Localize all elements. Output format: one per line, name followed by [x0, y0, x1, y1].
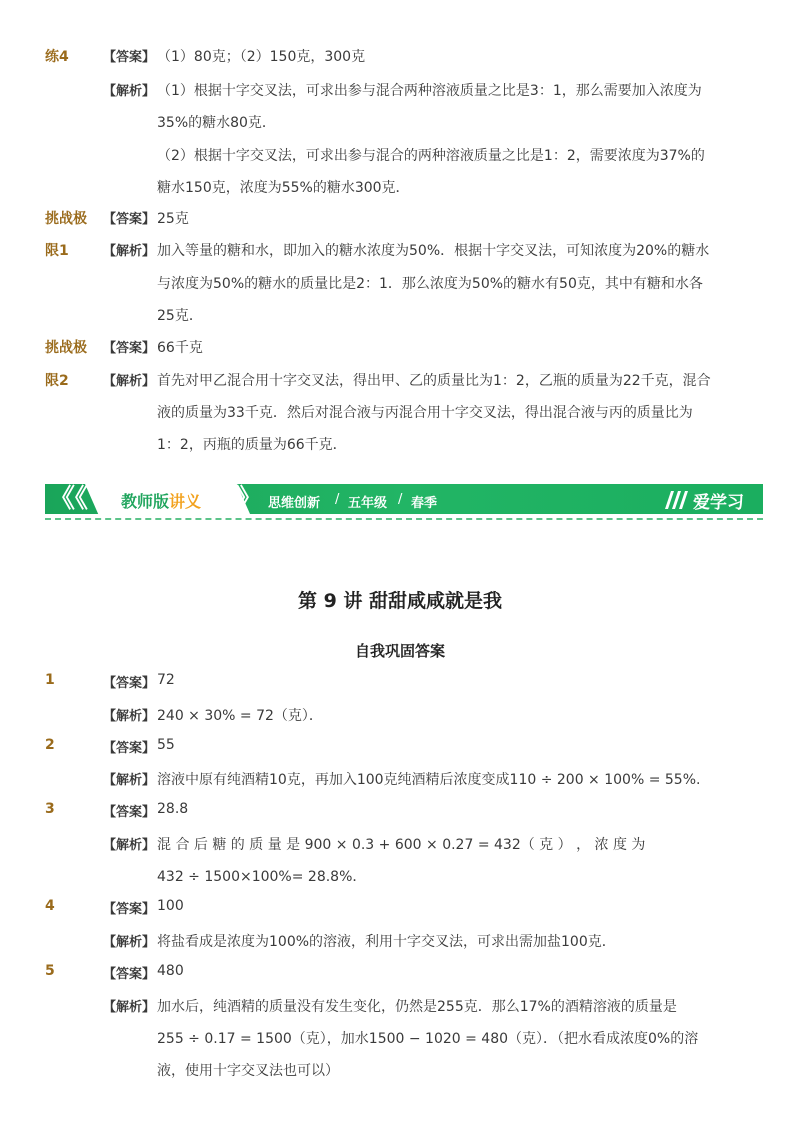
brand-name: 爱学习 [693, 493, 744, 513]
answer-text: 66千克 [157, 340, 203, 356]
chevron-left-icon: 《《 [49, 484, 89, 514]
teacher-edition-banner [45, 484, 763, 514]
analysis-line: 1：2，丙瓶的质量为66千克． [157, 437, 347, 453]
analysis-line: 溶液中原有纯酒精10克，再加入100克纯酒精后浓度变成110 ÷ 200 × 100% = 55%. [157, 772, 701, 788]
answer-text: 55 [157, 737, 175, 753]
challenge-label: 挑战极 [45, 340, 87, 356]
analysis-tag: 【解析】 [103, 1000, 156, 1015]
banner-subject: 思维创新 [268, 496, 321, 511]
banner-title [121, 489, 201, 512]
analysis-line: 糖水150克，浓度为55%的糖水300克． [157, 180, 410, 196]
section-title: 自我巩固答案 [354, 642, 445, 660]
analysis-line: 将盐看成是浓度为100%的溶液，利用十字交叉法，可求出需加盐100克． [157, 934, 616, 950]
answer-text: 25克 [157, 211, 189, 227]
analysis-line: 240 × 30% = 72（克）． [157, 708, 323, 724]
challenge-label: 限2 [45, 373, 69, 389]
analysis-line: 首先对甲乙混合用十字交叉法，得出甲、乙的质量比为1：2，乙瓶的质量为22千克，混合 [157, 373, 711, 389]
exercise-label: 练4 [45, 49, 69, 65]
analysis-tag: 【解析】 [103, 773, 156, 788]
question-number: 2 [45, 737, 55, 753]
brand-logo-icon [663, 489, 691, 511]
analysis-tag: 【解析】 [103, 838, 156, 853]
banner-grade: 五年级 [348, 496, 388, 511]
answer-tag: 【答案】 [103, 676, 156, 691]
answer-text: 72 [157, 672, 175, 688]
analysis-line: 与浓度为50%的糖水的质量比是2：1．那么浓度为50%的糖水有50克，其中有糖和水各 [157, 276, 703, 292]
analysis-tag: 【解析】 [103, 84, 156, 99]
question-number: 4 [45, 898, 55, 914]
analysis-line: 255 ÷ 0.17 = 1500（克），加水1500 − 1020 = 480（克）．（把水看成浓度0%的溶 [157, 1031, 699, 1047]
answer-tag: 【答案】 [103, 805, 156, 820]
challenge-label: 限1 [45, 243, 69, 259]
banner-separator: / [335, 492, 340, 507]
analysis-line: 液的质量为33千克．然后对混合液与丙混合用十字交叉法，得出混合液与丙的质量比为 [157, 405, 693, 421]
lecture-title: 第 9 讲 甜甜咸咸就是我 [297, 590, 503, 612]
answer-tag: 【答案】 [103, 212, 156, 227]
analysis-line: （1）根据十字交叉法，可求出参与混合两种溶液质量之比是3：1，那么需要加入浓度为 [157, 83, 702, 99]
analysis-line: 35%的糖水80克． [157, 115, 276, 131]
banner-divider [45, 518, 763, 520]
analysis-tag: 【解析】 [103, 709, 156, 724]
banner-title-a: 教师版 [121, 492, 170, 511]
answer-text: 28.8 [157, 801, 189, 817]
analysis-line: 液，使用十字交叉法也可以） [157, 1063, 339, 1079]
analysis-tag: 【解析】 [103, 374, 156, 389]
question-number: 1 [45, 672, 55, 688]
analysis-line: （2）根据十字交叉法，可求出参与混合的两种溶液质量之比是1：2，需要浓度为37%的 [157, 148, 705, 164]
challenge-label: 挑战极 [45, 211, 87, 227]
banner-title-b: 讲义 [169, 492, 202, 511]
question-number: 3 [45, 801, 55, 817]
answer-tag: 【答案】 [103, 50, 156, 65]
analysis-tag: 【解析】 [103, 935, 156, 950]
answer-tag: 【答案】 [103, 741, 156, 756]
analysis-line: 加入等量的糖和水，即加入的糖水浓度为50%．根据十字交叉法，可知浓度为20%的糖水 [157, 243, 710, 259]
answer-tag: 【答案】 [103, 341, 156, 356]
banner-season: 春季 [411, 496, 438, 511]
question-number: 5 [45, 963, 55, 979]
analysis-line: 混 合 后 糖 的 质 量 是 900 × 0.3 + 600 × 0.27 = 432（ 克 ） ， 浓 度 为 [157, 837, 646, 853]
answer-tag: 【答案】 [103, 967, 156, 982]
analysis-tag: 【解析】 [103, 244, 156, 259]
analysis-line: 432 ÷ 1500×100%= 28.8%． [157, 869, 367, 885]
answer-tag: 【答案】 [103, 902, 156, 917]
banner-separator: / [398, 492, 403, 507]
answer-text: （1）80克；（2）150克，300克 [157, 49, 366, 65]
answer-text: 480 [157, 963, 184, 979]
analysis-line: 加水后，纯酒精的质量没有发生变化，仍然是255克．那么17%的酒精溶液的质量是 [157, 999, 677, 1015]
analysis-line: 25克． [157, 308, 203, 324]
answer-text: 100 [157, 898, 184, 914]
chevron-right-icon: 》》 [223, 484, 263, 514]
